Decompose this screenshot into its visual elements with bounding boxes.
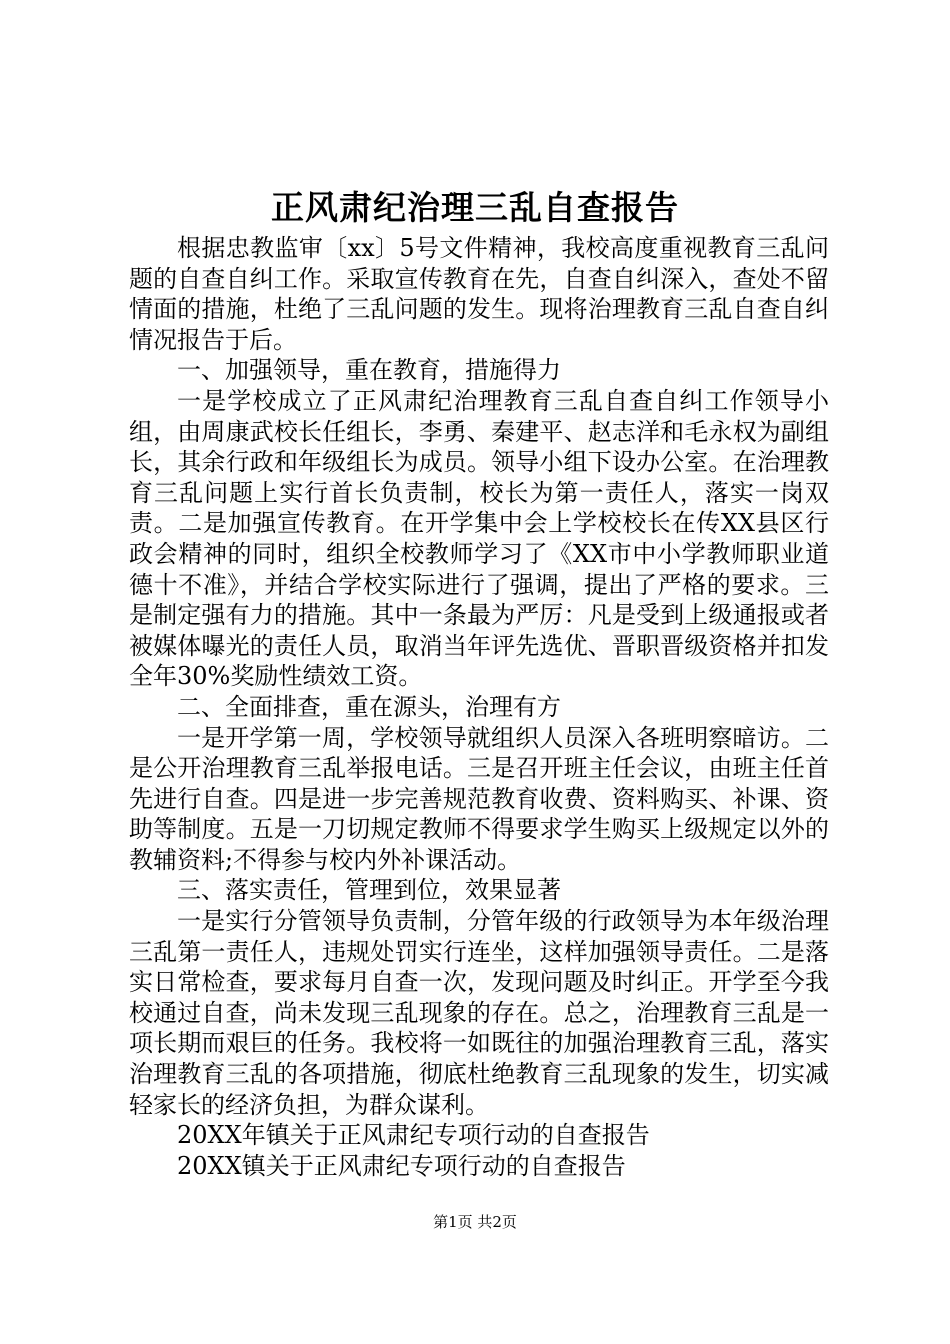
section-heading-1: 一、加强领导，重在教育，措施得力 [177, 356, 561, 385]
section-2-paragraph: 一是开学第一周，学校领导就组织人员深入各班明察暗访。二是公开治理教育三乱举报电话。三是召开班主任会议，由班主任首先进行自查。四是进一步完善规范教育收费、资料购买、补课、资助等制度。五是一刀切规定教师不得要求学生购买上级规定以外的教辅资料;不得参与校内外补课活动。 [129, 723, 829, 874]
section-1-paragraph: 一是学校成立了正风肃纪治理教育三乱自查自纠工作领导小组，由周康武校长任组长，李勇、秦建平、赵志洋和毛永权为副组长，其余行政和年级组长为成员。领导小组下设办公室。在治理教育三乱问题上实行首长负责制，校长为第一责任人，落实一岗双责。二是加强宣传教育。在开学集中会上学校校长在传XX县区行政会精神的同时，组织全校教师学习了《XX市中小学教师职业道德十不准》，并结合学校实际进行了强调，提出了严格的要求。三是制定强有力的措施。其中一条最为严厉：凡是受到上级通报或者被媒体曝光的责任人员，取消当年评先选优、晋职晋级资格并扣发全年30%奖励性绩效工资。 [129, 386, 829, 691]
section-heading-2: 二、全面排查，重在源头，治理有方 [177, 692, 561, 721]
document-body [129, 233, 829, 1181]
section-3-paragraph: 一是实行分管领导负责制，分管年级的行政领导为本年级治理三乱第一责任人，违规处罚实行连坐，这样加强领导责任。二是落实日常检查，要求每月自查一次，发现问题及时纠正。开学至今我校通过自查，尚未发现三乱现象的存在。总之，治理教育三乱是一项长期而艰巨的任务。我校将一如既往的加强治理教育三乱，落实治理教育三乱的各项措施，彻底杜绝教育三乱现象的发生，切实减轻家长的经济负担，为群众谋利。 [129, 907, 829, 1119]
intro-paragraph: 根据忠教监审〔xx〕5号文件精神，我校高度重视教育三乱问题的自查自纠工作。采取宣传教育在先，自查自纠深入，查处不留情面的措施，杜绝了三乱问题的发生。现将治理教育三乱自查自纠情况报告于后。 [129, 234, 829, 354]
related-title-1: 20XX年镇关于正风肃纪专项行动的自查报告 [177, 1121, 650, 1150]
document-title: 正风肃纪治理三乱自查报告 [271, 188, 679, 227]
related-title-2: 20XX镇关于正风肃纪专项行动的自查报告 [177, 1151, 626, 1180]
section-heading-3: 三、落实责任，管理到位，效果显著 [177, 876, 561, 905]
page-footer: 第1页 共2页 [433, 1213, 517, 1231]
